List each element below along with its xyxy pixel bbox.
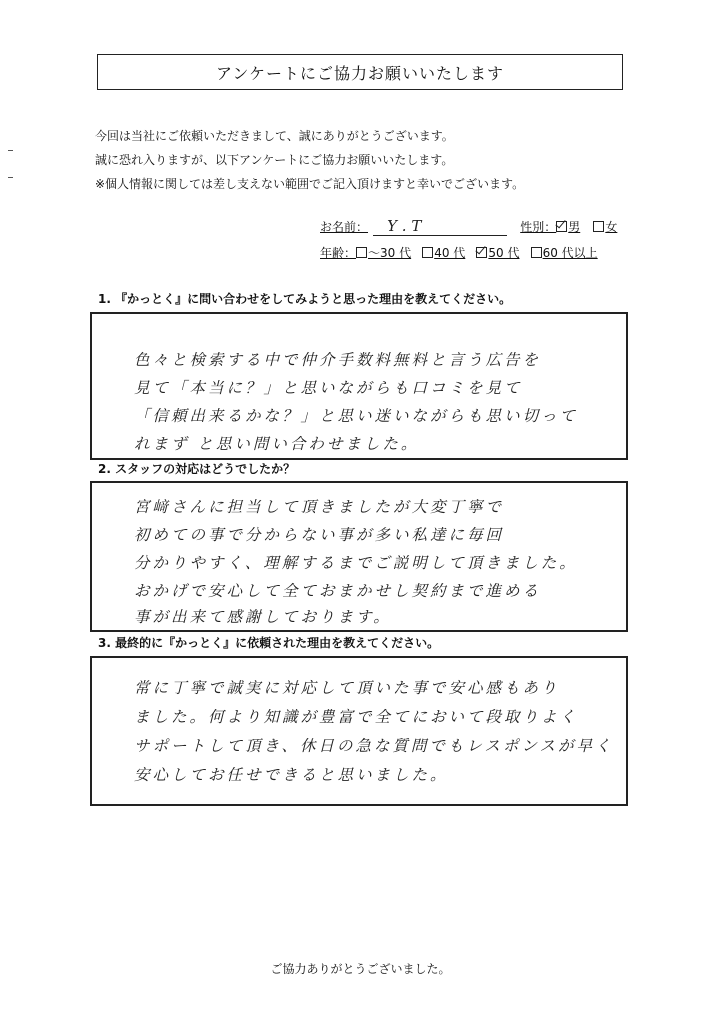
gender-female-label: 女: [605, 220, 618, 234]
gender-label: 性別：: [520, 220, 557, 234]
age-opt3-checkbox[interactable]: [476, 247, 487, 258]
answer-2-box[interactable]: [90, 481, 628, 632]
age-opt2-label: 40 代: [434, 246, 466, 260]
answer-1-box[interactable]: [90, 312, 628, 460]
age-opt4-checkbox[interactable]: [531, 247, 542, 258]
gender-female-checkbox[interactable]: [593, 221, 604, 232]
margin-mark: [8, 177, 13, 178]
answer-2-line: 宮﨑さんに担当して頂きましたが大変丁寧で: [134, 498, 505, 516]
intro-line-2: 誠に恐れ入りますが、以下アンケートにご協力お願いいたします。: [95, 153, 454, 167]
question-2-label: 2. スタッフの対応はどうでしたか？: [98, 462, 296, 476]
answer-2-line: 分かりやすく、理解するまでご説明して頂きました。: [134, 554, 578, 572]
answer-3-line: ました。何より知識が豊富で全てにおいて段取りよく: [134, 708, 579, 726]
age-label: 年齢：: [320, 246, 357, 260]
survey-title: アンケートにご協力お願いいたします: [97, 54, 623, 90]
gender-male-checkbox[interactable]: [556, 221, 567, 232]
age-opt1-checkbox[interactable]: [356, 247, 367, 258]
intro-line-1: 今回は当社にご依頼いただきまして、誠にありがとうございます。: [95, 129, 454, 143]
answer-2-line: おかげで安心して全ておまかせし契約まで進める: [134, 582, 542, 600]
footer-thanks: ご協力ありがとうございました。: [270, 962, 451, 976]
answer-1-line: れまず と思い問い合わせました。: [134, 435, 420, 453]
answer-1-line: 「信頼出来るかな？」と思い迷いながらも思い切って: [134, 407, 579, 425]
answer-1-line: 見て「本当に？」と思いながらも口コミを見て: [134, 379, 523, 397]
answer-2-line: 事が出来て感謝しております。: [134, 608, 392, 626]
intro-line-3: ※個人情報に関しては差し支えない範囲でご記入頂けますと幸いでございます。: [95, 177, 525, 191]
answer-2-line: 初めての事で分からない事が多い私達に毎回: [134, 526, 505, 544]
answer-1-line: 色々と検索する中で仲介手数料無料と言う広告を: [134, 351, 542, 369]
name-value[interactable]: Y . T: [373, 217, 507, 236]
margin-mark: [8, 150, 13, 151]
answer-3-line: 安心してお任せできると思いました。: [134, 766, 449, 784]
age-opt4-label: 60 代以上: [542, 246, 598, 260]
answer-3-line: サポートして頂き、休日の急な質問でもレスポンスが早く: [134, 737, 614, 755]
age-opt3-label: 50 代: [488, 246, 520, 260]
question-1-label: 1. 『かっとく』に問い合わせをしてみようと思った理由を教えてください。: [98, 292, 512, 306]
question-3-label: 3. 最終的に『かっとく』に依頼された理由を教えてください。: [98, 636, 440, 650]
name-label: お名前：: [320, 220, 369, 234]
gender-male-label: 男: [568, 220, 581, 234]
age-row: [320, 242, 630, 260]
name-row: [320, 216, 620, 234]
answer-3-box[interactable]: [90, 656, 628, 806]
answer-3-line: 常に丁寧で誠実に対応して頂いた事で安心感もあり: [134, 679, 560, 697]
age-opt2-checkbox[interactable]: [422, 247, 433, 258]
age-opt1-label: ～30 代: [368, 246, 412, 260]
